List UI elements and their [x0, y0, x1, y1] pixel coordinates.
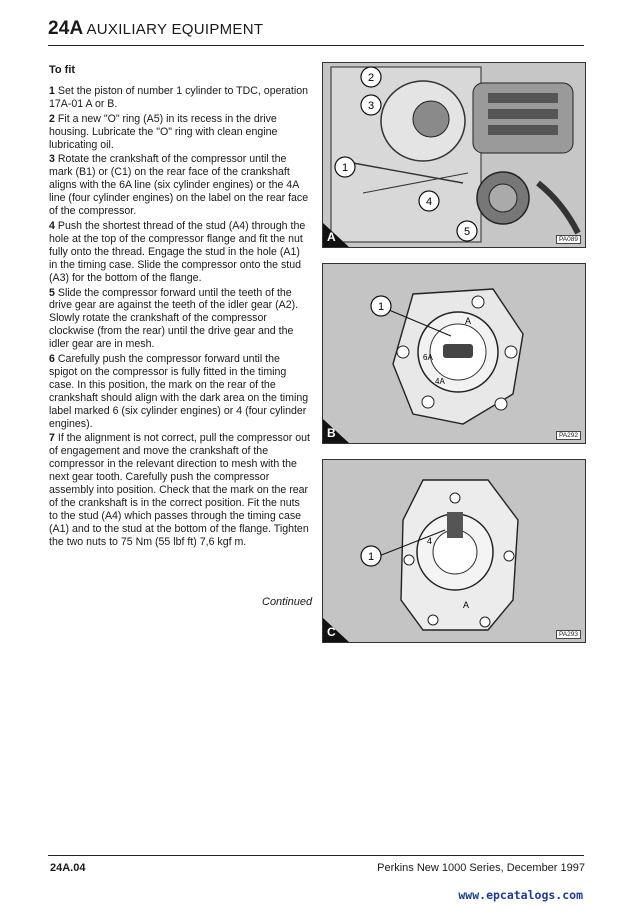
step-3 — [49, 153, 311, 218]
step-text: Fit a new "O" ring (A5) in its recess in the drive housing. Lubricate the "O" ring with clean engine lubricating oil. — [49, 112, 278, 151]
step-text: Carefully push the compressor forward until the spigot on the compressor is fully fitted in the timing case. In this position, the mark on the rear of the crankshaft should align with the dark area on the timing label marked 6 (six cylinder engines) or 4 (four cylinder engines). — [49, 353, 309, 430]
callout-a5-label: 5 — [463, 226, 471, 238]
step-text: If the alignment is not correct, pull the compressor out of engagement and move the crankshaft of the compressor in the relevant direction to mesh with the next gear tooth. Carefully push the compressor assembly into position. Check that the mark on the rear of the crankshaft is in the correct position. Fit the nuts to the stud (A4) which passes through the timing case (A1) and to the stud at the bottom of the flange. Tighten the two nuts to 75 Nm (55 lbf ft) 7,6 kgf m. — [49, 432, 310, 548]
step-4 — [49, 220, 311, 285]
figure-c-illustration — [323, 460, 585, 642]
figure-code: PA293 — [556, 630, 581, 639]
step-number: 7 — [49, 432, 55, 445]
step-5 — [49, 287, 311, 352]
step-1 — [49, 85, 311, 111]
step-number: 3 — [49, 153, 55, 166]
figure-letter: A — [327, 230, 336, 244]
section-title: AUXILIARY EQUIPMENT — [86, 21, 264, 38]
label-mark-a: A — [465, 316, 472, 326]
instructions-column — [49, 64, 311, 551]
callout-a1-label: 1 — [341, 162, 349, 174]
label-mark-a: A — [463, 600, 470, 610]
step-2 — [49, 113, 311, 152]
step-number: 1 — [49, 84, 55, 97]
step-number: 2 — [49, 112, 55, 125]
figure-b — [322, 263, 586, 444]
callout-a3-label: 3 — [367, 100, 375, 112]
website-watermark[interactable]: www.epcatalogs.com — [458, 888, 583, 902]
label-mark-4: 4 — [427, 536, 433, 546]
figure-code: PA089 — [556, 235, 581, 244]
callout-b1-label: 1 — [377, 301, 385, 313]
step-text: Rotate the crankshaft of the compressor until the mark (B1) or (C1) on the rear face of the crankshaft aligns with the 6A line (six cylinder engines) or the 4A line (four cylinder engines) on the label on the rear face of the compressor. — [49, 153, 309, 218]
step-6 — [49, 353, 311, 430]
figure-code: PA292 — [556, 431, 581, 440]
callout-a4-label: 4 — [425, 196, 433, 208]
figure-letter: C — [327, 625, 336, 639]
callout-a2-label: 2 — [367, 72, 375, 84]
publication-info: Perkins New 1000 Series, December 1997 — [377, 862, 585, 874]
figure-a-illustration — [323, 63, 585, 247]
header-rule — [48, 45, 584, 46]
step-number: 4 — [49, 219, 55, 232]
step-text: Set the piston of number 1 cylinder to TDC, operation 17A-01 A or B. — [49, 84, 308, 110]
step-number: 6 — [49, 353, 55, 366]
label-mark-6a: 6A — [423, 353, 433, 362]
page-number: 24A.04 — [50, 862, 86, 874]
step-text: Slide the compressor forward until the teeth of the drive gear are against the teeth of the idler gear (A2). Slowly rotate the crankshaft of the compressor clockwise (from the rear) until the drive gear and the idler gear are in mesh. — [49, 286, 299, 351]
continued-note: Continued — [262, 596, 313, 608]
footer-rule — [48, 855, 584, 856]
step-7 — [49, 432, 311, 548]
section-number: 24A — [48, 18, 84, 39]
figure-letter: B — [327, 426, 336, 440]
figure-a — [322, 62, 586, 248]
step-text: Push the shortest thread of the stud (A4) through the hole at the top of the compressor flange and fit the nut fully onto the thread. Engage the stud in the hole (A1) in the timing case. Slide the compressor onto the stud (A3) for the bottom of the flange. — [49, 219, 306, 284]
callout-c1-label: 1 — [367, 551, 375, 563]
figure-b-illustration — [323, 264, 585, 443]
step-number: 5 — [49, 286, 55, 299]
figure-c — [322, 459, 586, 643]
label-mark-4a: 4A — [435, 377, 445, 386]
page-header — [48, 18, 588, 40]
procedure-heading: To fit — [49, 64, 76, 76]
